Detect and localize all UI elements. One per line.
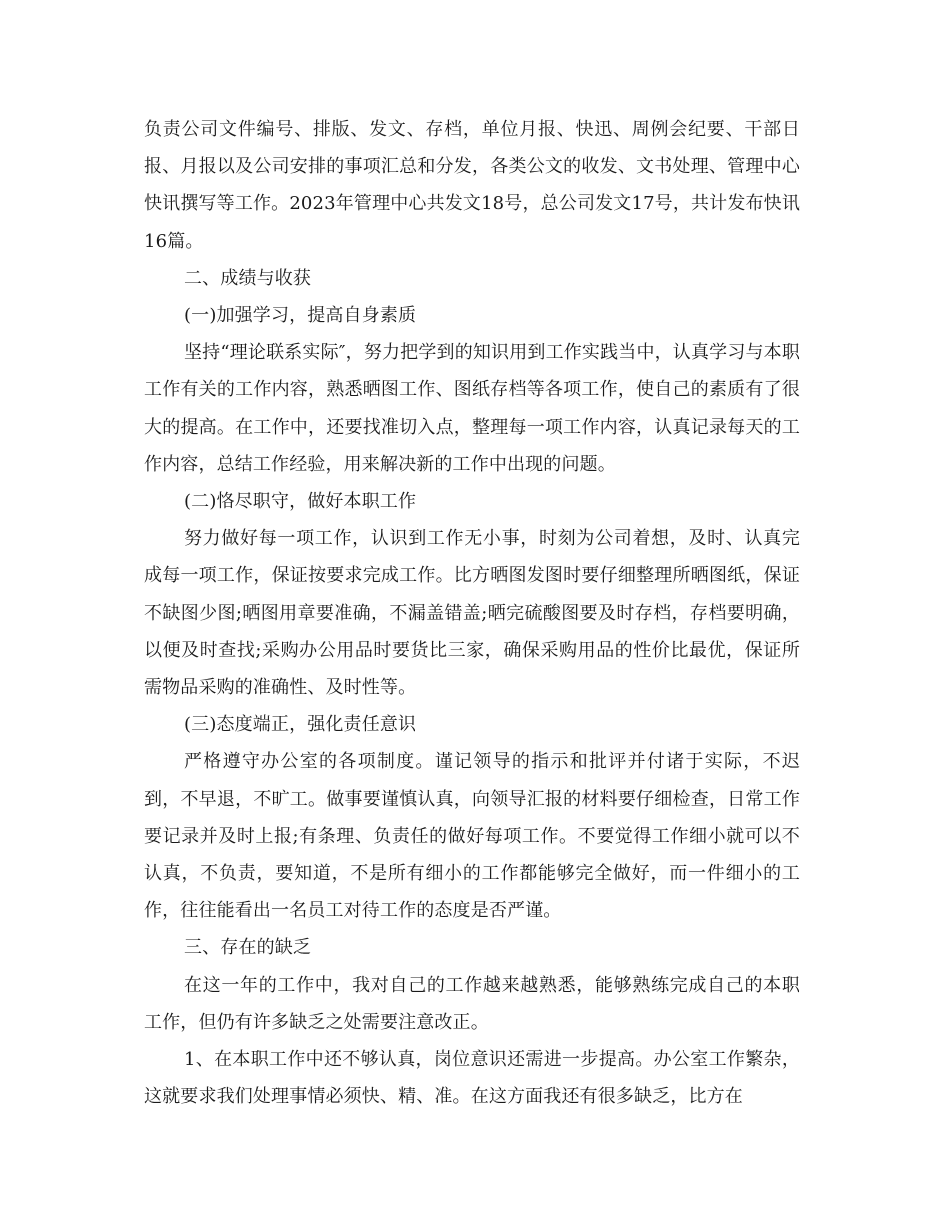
paragraph-attitude: 严格遵守办公室的各项制度。谨记领导的指示和批评并付诸于实际，不迟到，不早退，不旷工。做事要谨慎认真，向领导汇报的材料要仔细检查，日常工作要记录并及时上报;有条理、负责任的做好每项工作。不要觉得工作细小就可以不认真，不负责，要知道，不是所有细小的工作都能够完全做好，而一件细小的工作，往往能看出一名员工对待工作的态度是否严谨。 (144, 751, 800, 922)
paragraph-duties: 负责公司文件编号、排版、发文、存档，单位月报、快迅、周例会纪要、干部日报、月报以及公司安排的事项汇总和分发，各类公文的收发、文书处理、管理中心快讯撰写等工作。2023年管理中心共发文18号，总公司发文17号，共计发布快讯16篇。 (144, 119, 800, 252)
paragraph-duty: 努力做好每一项工作，认识到工作无小事，时刻为公司着想，及时、认真完成每一项工作，保证按要求完成工作。比方晒图发图时要仔细整理所晒图纸，保证不缺图少图;晒图用章要准确，不漏盖错盖;晒完硫酸图要及时存档，存档要明确，以便及时查找;采购办公用品时要货比三家，确保采购用品的性价比最优，保证所需物品采购的准确性、及时性等。 (144, 528, 800, 699)
paragraph-study: 坚持“理论联系实际″，努力把学到的知识用到工作实践当中，认真学习与本职工作有关的工作内容，熟悉晒图工作、图纸存档等各项工作，使自己的素质有了很大的提高。在工作中，还要找准切入点，整理每一项工作内容，认真记录每天的工作内容，总结工作经验，用来解决新的工作中出现的问题。 (144, 342, 800, 475)
subheading-duty: (二)恪尽职守，做好本职工作 (184, 491, 417, 513)
subheading-attitude: (三)态度端正，强化责任意识 (184, 714, 417, 736)
section-heading-achievements: 二、成绩与收获 (184, 267, 312, 289)
paragraph-shortcoming-1: 1、在本职工作中还不够认真，岗位意识还需进一步提高。办公室工作繁杂，这就要求我们处理事情必须快、精、准。在这方面我还有很多缺乏，比方在 (144, 1049, 800, 1108)
paragraph-shortcomings-intro: 在这一年的工作中，我对自己的工作越来越熟悉，能够熟练完成自己的本职工作，但仍有许多缺乏之处需要注意改正。 (144, 974, 800, 1033)
subheading-study: (一)加强学习，提高自身素质 (184, 305, 417, 327)
document-body (144, 111, 800, 1115)
section-heading-shortcomings: 三、存在的缺乏 (184, 937, 312, 959)
